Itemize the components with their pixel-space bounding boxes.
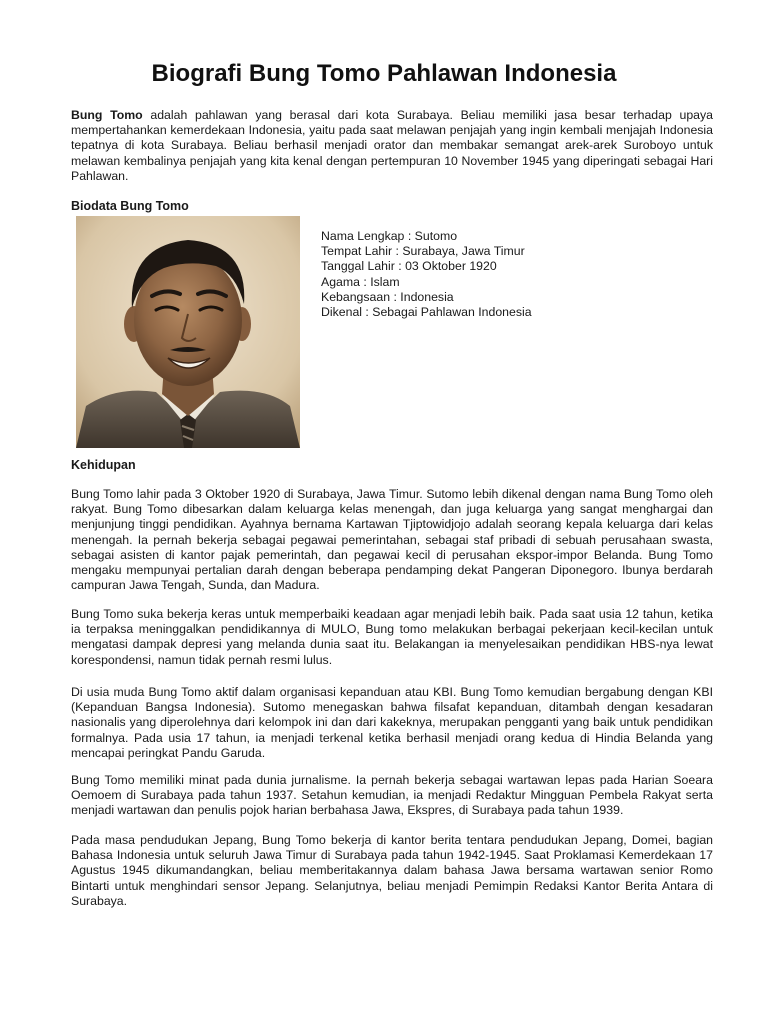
- portrait-photo: [76, 216, 300, 448]
- page-title: Biografi Bung Tomo Pahlawan Indonesia: [151, 60, 617, 87]
- kehidupan-paragraph-5: Pada masa pendudukan Jepang, Bung Tomo bekerja di kantor berita tentara pendudukan Jepang, Domei, bagian Bahasa Indonesia untuk seluruh Jawa Timur di Surabaya pada tahun 1942-1945. Saat Proklamasi Kemerdekaan 17 Agustus 1945 dikumandangkan, beliau memberitakannya dalam bahasa Jawa bersama wartawan senior Romo Bintarti untuk menghindari sensor Jepang. Selanjutnya, beliau menjadi Pemimpin Redaksi Kantor Berita Antara di Surabaya.: [71, 833, 713, 908]
- kehidupan-paragraph-1: Bung Tomo lahir pada 3 Oktober 1920 di Surabaya, Jawa Timur. Sutomo lebih dikenal dengan nama Bung Tomo oleh rakyat. Bung Tomo dibesarkan dalam keluarga kelas menengah, dan juga keluarga yang sangat menghargai dan menjunjung tinggi pendidikan. Ayahnya bernama Kartawan Tjiptowidjojo adalah seorang kepala keluarga dari kelas menengah. Ia pernah bekerja sebagai pegawai pemerintahan, sebagai staf pribadi di sebuah perusahaan swasta, sebagai asisten di kantor pajak pemerintah, dan pegawai kecil di perusahan ekspor-impor Belanda. Bung Tomo mengaku mempunyai pertalian darah dengan beberapa pendamping dekat Pangeran Diponegoro. Ibunya berdarah campuran Jawa Tengah, Sunda, dan Madura.: [71, 487, 713, 593]
- biodata-item-birthplace: Tempat Lahir : Surabaya, Jawa Timur: [321, 244, 525, 259]
- biodata-list: [321, 229, 532, 320]
- biodata-item-full-name: Nama Lengkap : Sutomo: [321, 229, 458, 243]
- intro-name: Bung Tomo: [71, 108, 143, 122]
- intro-text: adalah pahlawan yang berasal dari kota Surabaya. Beliau memiliki jasa besar terhadap upaya mempertahankan kemerdekaan Indonesia, yaitu pada saat melawan penjajah yang ingin kembali menjajah Indonesia tepatnya di kota Surabaya. Beliau berhasil menjadi orator dan membakar semangat arek-arek Suroboyo untuk melawan kembalinya penjajah yang kita kenal dengan pertempuran 10 November 1945 yang diperingati sebagai Hari Pahlawan.: [71, 108, 713, 183]
- biodata-item-known-as: Dikenal : Sebagai Pahlawan Indonesia: [321, 305, 532, 320]
- biodata-item-religion: Agama : Islam: [321, 274, 400, 289]
- kehidupan-paragraph-3: Di usia muda Bung Tomo aktif dalam organisasi kepanduan atau KBI. Bung Tomo kemudian bergabung dengan KBI (Kepanduan Bangsa Indonesia). Sutomo menegaskan bahwa filsafat kepanduan, ditambah dengan kesadaran nasionalis yang diperolehnya dari kelompok ini dan dari kakeknya, merupakan pengganti yang baik untuk pendidikan formalnya. Pada usia 17 tahun, ia menjadi terkenal ketika berhasil menjadi orang kedua di Hindia Belanda yang mencapai peringkat Pandu Garuda.: [71, 685, 713, 760]
- biodata-item-nationality: Kebangsaan : Indonesia: [321, 289, 454, 304]
- intro-paragraph: [71, 108, 713, 184]
- kehidupan-paragraph-2: Bung Tomo suka bekerja keras untuk memperbaiki keadaan agar menjadi lebih baik. Pada saat usia 12 tahun, ketika ia terpaksa meninggalkan pendidikannya di MULO, Bung tomo melakukan berbagai pekerjaan kecil-kecilan untuk mengatasi dampak depresi yang melanda dunia saat itu. Belakangan ia menyelesaikan pendidikan HBS-nya lewat korespondensi, namun tidak pernah resmi lulus.: [71, 607, 713, 667]
- biodata-item-birthdate: Tanggal Lahir : 03 Oktober 1920: [321, 259, 497, 274]
- kehidupan-paragraph-4: Bung Tomo memiliki minat pada dunia jurnalisme. Ia pernah bekerja sebagai wartawan lepas pada Harian Soeara Oemoem di Surabaya pada tahun 1937. Setahun kemudian, ia menjadi Redaktur Mingguan Pembela Rakyat serta menjadi wartawan dan penulis pojok harian berbahasa Jawa, Ekspres, di Surabaya pada tahun 1939.: [71, 773, 713, 818]
- kehidupan-heading: Kehidupan: [71, 458, 136, 472]
- biodata-heading: Biodata Bung Tomo: [71, 199, 189, 213]
